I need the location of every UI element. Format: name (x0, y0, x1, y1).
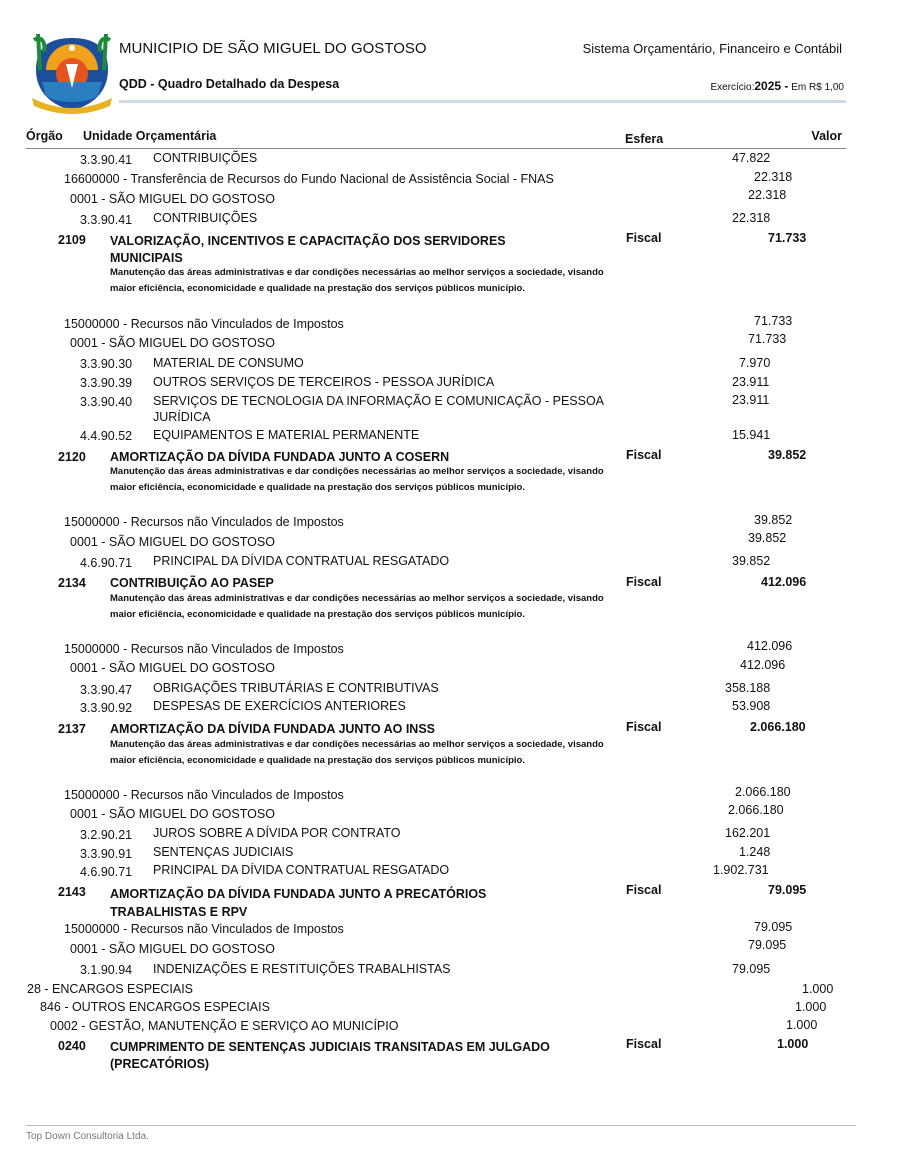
element-code: 4.4.90.52 (80, 429, 133, 443)
element-desc: SERVIÇOS DE TECNOLOGIA DA INFORMAÇÃO E COMUNICAÇÃO - PESSOA JURÍDICA (153, 394, 604, 424)
subfuncao: 846 - OUTROS ENCARGOS ESPECIAIS (40, 1000, 270, 1014)
element-desc: EQUIPAMENTOS E MATERIAL PERMANENTE (153, 428, 420, 442)
fonte-value: 39.852 (754, 513, 793, 527)
action-value: 2.066.180 (750, 720, 806, 734)
col-orgao: Órgão (26, 129, 63, 143)
exercise-info (710, 79, 844, 93)
element-value: 1.902.731 (713, 863, 769, 877)
fonte-recurso: 15000000 - Recursos não Vinculados de Impostos (64, 642, 344, 656)
element-code: 4.6.90.71 (80, 865, 133, 879)
fonte-recurso: 15000000 - Recursos não Vinculados de Impostos (64, 317, 344, 331)
footer-company: Top Down Consultoria Ltda. (26, 1131, 149, 1142)
element-value: 23.911 (732, 393, 770, 407)
col-esfera: Esfera (625, 132, 664, 146)
funcao-value: 1.000 (802, 982, 834, 996)
action-value: 1.000 (777, 1037, 809, 1051)
element-desc: PRINCIPAL DA DÍVIDA CONTRATUAL RESGATADO (153, 863, 450, 877)
funcao: 28 - ENCARGOS ESPECIAIS (27, 982, 194, 996)
localizador: 0001 - SÃO MIGUEL DO GOSTOSO (70, 192, 275, 206)
col-valor: Valor (811, 129, 842, 143)
localizador-value: 412.096 (740, 658, 786, 672)
element-value: 1.248 (739, 845, 771, 859)
header-divider (119, 100, 846, 103)
system-name: Sistema Orçamentário, Financeiro e Contábil (582, 41, 842, 56)
action-esfera: Fiscal (626, 575, 662, 589)
localizador: 0001 - SÃO MIGUEL DO GOSTOSO (70, 807, 275, 821)
localizador-value: 71.733 (748, 332, 787, 346)
exercise-label: Exercício: (710, 82, 755, 93)
element-code: 3.3.90.91 (80, 847, 133, 861)
element-desc: DESPESAS DE EXERCÍCIOS ANTERIORES (153, 699, 406, 713)
action-value: 71.733 (768, 231, 807, 245)
element-desc: SENTENÇAS JUDICIAIS (153, 845, 294, 859)
fonte-value: 79.095 (754, 920, 793, 934)
programa-value: 1.000 (786, 1018, 818, 1032)
action-value: 412.096 (761, 575, 807, 589)
fonte-recurso: 15000000 - Recursos não Vinculados de Impostos (64, 788, 344, 802)
element-value: 15.941 (732, 428, 771, 442)
element-code: 3.3.90.92 (80, 701, 133, 715)
action-number: 2109 (58, 233, 86, 247)
element-code: 3.3.90.41 (80, 153, 133, 167)
element-code: 4.6.90.71 (80, 556, 133, 570)
action-number: 2137 (58, 722, 86, 736)
exercise-year: 2025 - (754, 79, 789, 93)
municipal-crest-logo (26, 30, 118, 115)
element-desc: OUTROS SERVIÇOS DE TERCEIROS - PESSOA JURÍDICA (153, 375, 495, 389)
action-esfera: Fiscal (626, 231, 662, 245)
currency-label: Em R$ 1,00 (791, 82, 844, 93)
action-esfera: Fiscal (626, 1037, 662, 1051)
action-value: 79.095 (768, 883, 807, 897)
action-number: 0240 (58, 1039, 86, 1053)
action-title: AMORTIZAÇÃO DA DÍVIDA FUNDADA JUNTO AO INSS (110, 722, 435, 736)
element-code: 3.3.90.30 (80, 357, 133, 371)
fonte-value: 71.733 (754, 314, 793, 328)
element-code: 3.3.90.47 (80, 683, 133, 697)
fonte-recurso: 16600000 - Transferência de Recursos do Fundo Nacional de Assistência Social - FNAS (64, 172, 554, 186)
col-unidade: Unidade Orçamentária (83, 129, 217, 143)
action-description: Manutenção das áreas administrativas e dar condições necessárias ao melhor serviços a sociedade, visando maior eficiência, economicidade e qualidade na prestação dos serviços públicos município. (110, 593, 604, 620)
element-desc: PRINCIPAL DA DÍVIDA CONTRATUAL RESGATADO (153, 554, 450, 568)
action-title: AMORTIZAÇÃO DA DÍVIDA FUNDADA JUNTO A PRECATÓRIOS TRABALHISTAS E RPV (110, 887, 487, 919)
table-header-line (26, 148, 846, 149)
localizador: 0001 - SÃO MIGUEL DO GOSTOSO (70, 942, 275, 956)
action-title: CUMPRIMENTO DE SENTENÇAS JUDICIAIS TRANSITADAS EM JULGADO (PRECATÓRIOS) (110, 1040, 550, 1071)
element-desc: JUROS SOBRE A DÍVIDA POR CONTRATO (153, 826, 401, 840)
localizador: 0001 - SÃO MIGUEL DO GOSTOSO (70, 661, 275, 675)
localizador-value: 79.095 (748, 938, 787, 952)
element-desc: CONTRIBUIÇÕES (153, 151, 258, 165)
programa: 0002 - GESTÃO, MANUTENÇÃO E SERVIÇO AO MUNICÍPIO (50, 1019, 399, 1033)
footer-divider (26, 1125, 856, 1126)
element-value: 53.908 (732, 699, 771, 713)
action-number: 2120 (58, 450, 86, 464)
element-desc: MATERIAL DE CONSUMO (153, 356, 304, 370)
action-esfera: Fiscal (626, 883, 662, 897)
municipality-name: MUNICIPIO DE SÃO MIGUEL DO GOSTOSO (119, 40, 427, 57)
localizador-value: 22.318 (748, 188, 787, 202)
fonte-value: 22.318 (754, 170, 793, 184)
action-number: 2134 (58, 576, 86, 590)
element-code: 3.3.90.39 (80, 376, 133, 390)
action-description: Manutenção das áreas administrativas e dar condições necessárias ao melhor serviços a sociedade, visando maior eficiência, economicidade e qualidade na prestação dos serviços públicos município. (110, 466, 604, 493)
fonte-value: 2.066.180 (735, 785, 791, 799)
action-title: VALORIZAÇÃO, INCENTIVOS E CAPACITAÇÃO DOS SERVIDORES MUNICIPAIS (110, 234, 506, 265)
element-value: 39.852 (732, 554, 771, 568)
action-esfera: Fiscal (626, 448, 662, 462)
element-code: 3.1.90.94 (80, 963, 133, 977)
element-value: 47.822 (732, 151, 771, 165)
action-value: 39.852 (768, 448, 807, 462)
action-number: 2143 (58, 885, 86, 899)
localizador: 0001 - SÃO MIGUEL DO GOSTOSO (70, 336, 275, 350)
fonte-recurso: 15000000 - Recursos não Vinculados de Impostos (64, 515, 344, 529)
localizador-value: 39.852 (748, 531, 787, 545)
element-value: 358.188 (725, 681, 771, 695)
element-code: 3.3.90.41 (80, 213, 133, 227)
element-value: 162.201 (725, 826, 771, 840)
element-value: 79.095 (732, 962, 771, 976)
element-desc: OBRIGAÇÕES TRIBUTÁRIAS E CONTRIBUTIVAS (153, 681, 439, 695)
element-code: 3.2.90.21 (80, 828, 133, 842)
subfuncao-value: 1.000 (795, 1000, 827, 1014)
element-desc: INDENIZAÇÕES E RESTITUIÇÕES TRABALHISTAS (153, 962, 451, 976)
localizador: 0001 - SÃO MIGUEL DO GOSTOSO (70, 535, 275, 549)
element-code: 3.3.90.40 (80, 395, 133, 409)
localizador-value: 2.066.180 (728, 803, 784, 817)
element-value: 7.970 (739, 356, 771, 370)
element-value: 23.911 (732, 375, 770, 389)
element-value: 22.318 (732, 211, 771, 225)
action-esfera: Fiscal (626, 720, 662, 734)
fonte-recurso: 15000000 - Recursos não Vinculados de Impostos (64, 922, 344, 936)
action-title: CONTRIBUIÇÃO AO PASEP (110, 576, 274, 590)
report-title: QDD - Quadro Detalhado da Despesa (119, 77, 340, 91)
fonte-value: 412.096 (747, 639, 793, 653)
action-description: Manutenção das áreas administrativas e dar condições necessárias ao melhor serviços a sociedade, visando maior eficiência, economicidade e qualidade na prestação dos serviços públicos município. (110, 739, 604, 766)
action-title: AMORTIZAÇÃO DA DÍVIDA FUNDADA JUNTO A COSERN (110, 450, 450, 464)
element-desc: CONTRIBUIÇÕES (153, 211, 258, 225)
action-description: Manutenção das áreas administrativas e dar condições necessárias ao melhor serviços a sociedade, visando maior eficiência, economicidade e qualidade na prestação dos serviços públicos município. (110, 267, 604, 294)
